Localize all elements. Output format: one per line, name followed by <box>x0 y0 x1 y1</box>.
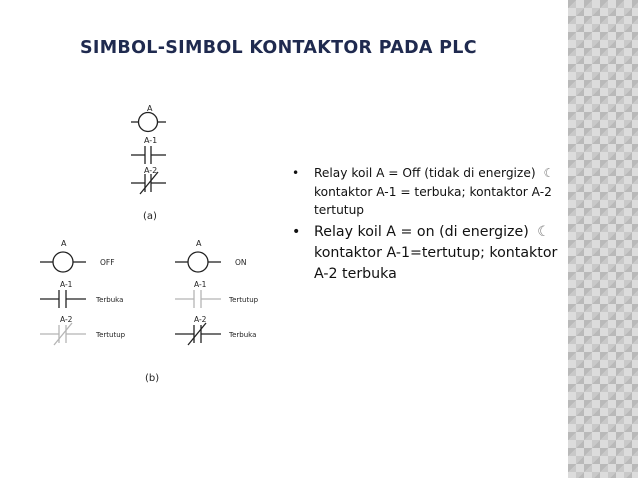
slide-title: SIMBOL-SIMBOL KONTAKTOR PADA PLC <box>80 38 477 58</box>
fig-b-caption: (b) <box>145 373 160 384</box>
fig-b-right-contact1-label: A-1 <box>194 280 207 289</box>
bullet-text: Relay koil A = Off (tidak di energize) <box>314 166 536 180</box>
fig-a-coil-label: A <box>147 104 153 113</box>
bullet-item <box>292 164 562 220</box>
bullet-text: kontaktor A-1=tertutup; kontaktor A-2 terbuka <box>314 244 558 282</box>
fig-a-contact2-label: A-2 <box>144 166 158 175</box>
fig-a-coil-symbol <box>131 113 166 132</box>
fig-b-left-contact1-label: A-1 <box>60 280 73 289</box>
fig-b-right-contact2-label: A-2 <box>194 315 207 324</box>
bullet-text: Relay koil A = on (di energize) <box>314 223 529 240</box>
fig-b-left-nc-contact-symbol <box>40 323 86 345</box>
fig-b-right-contact2-state: Terbuka <box>229 331 257 339</box>
fig-a-contact1-label: A-1 <box>144 136 158 145</box>
figure-b-off <box>40 239 126 345</box>
fig-a-no-contact-symbol <box>131 146 166 164</box>
fig-b-left-coil-symbol <box>40 252 86 272</box>
bullet-list <box>292 164 562 285</box>
bullet-text: kontaktor A-1 = terbuka; kontaktor A-2 tertutup <box>314 184 552 217</box>
fig-b-right-coil-label: A <box>196 239 202 248</box>
fig-b-left-contact2-state: Tertutup <box>96 331 126 339</box>
figure-a <box>131 104 166 222</box>
figure-b-on <box>175 239 259 345</box>
arrow-icon: ☾ <box>543 166 555 180</box>
fig-b-right-no-contact-symbol <box>175 290 221 308</box>
fig-b-left-contact2-label: A-2 <box>60 315 73 324</box>
fig-a-caption: (a) <box>143 211 157 222</box>
fig-b-left-contact1-state: Terbuka <box>96 296 124 304</box>
bullet-item <box>292 222 562 285</box>
fig-b-right-nc-contact-symbol <box>175 323 221 345</box>
fig-b-left-state: OFF <box>100 258 115 267</box>
fig-b-right-coil-symbol <box>175 252 221 272</box>
fig-b-right-state: ON <box>235 258 247 267</box>
fig-b-left-coil-label: A <box>61 239 67 248</box>
fig-a-nc-contact-symbol <box>131 172 166 194</box>
decorative-side-panel <box>568 0 638 478</box>
arrow-icon: ☾ <box>537 223 551 240</box>
fig-b-right-contact1-state: Tertutup <box>229 296 259 304</box>
fig-b-left-no-contact-symbol <box>40 290 86 308</box>
